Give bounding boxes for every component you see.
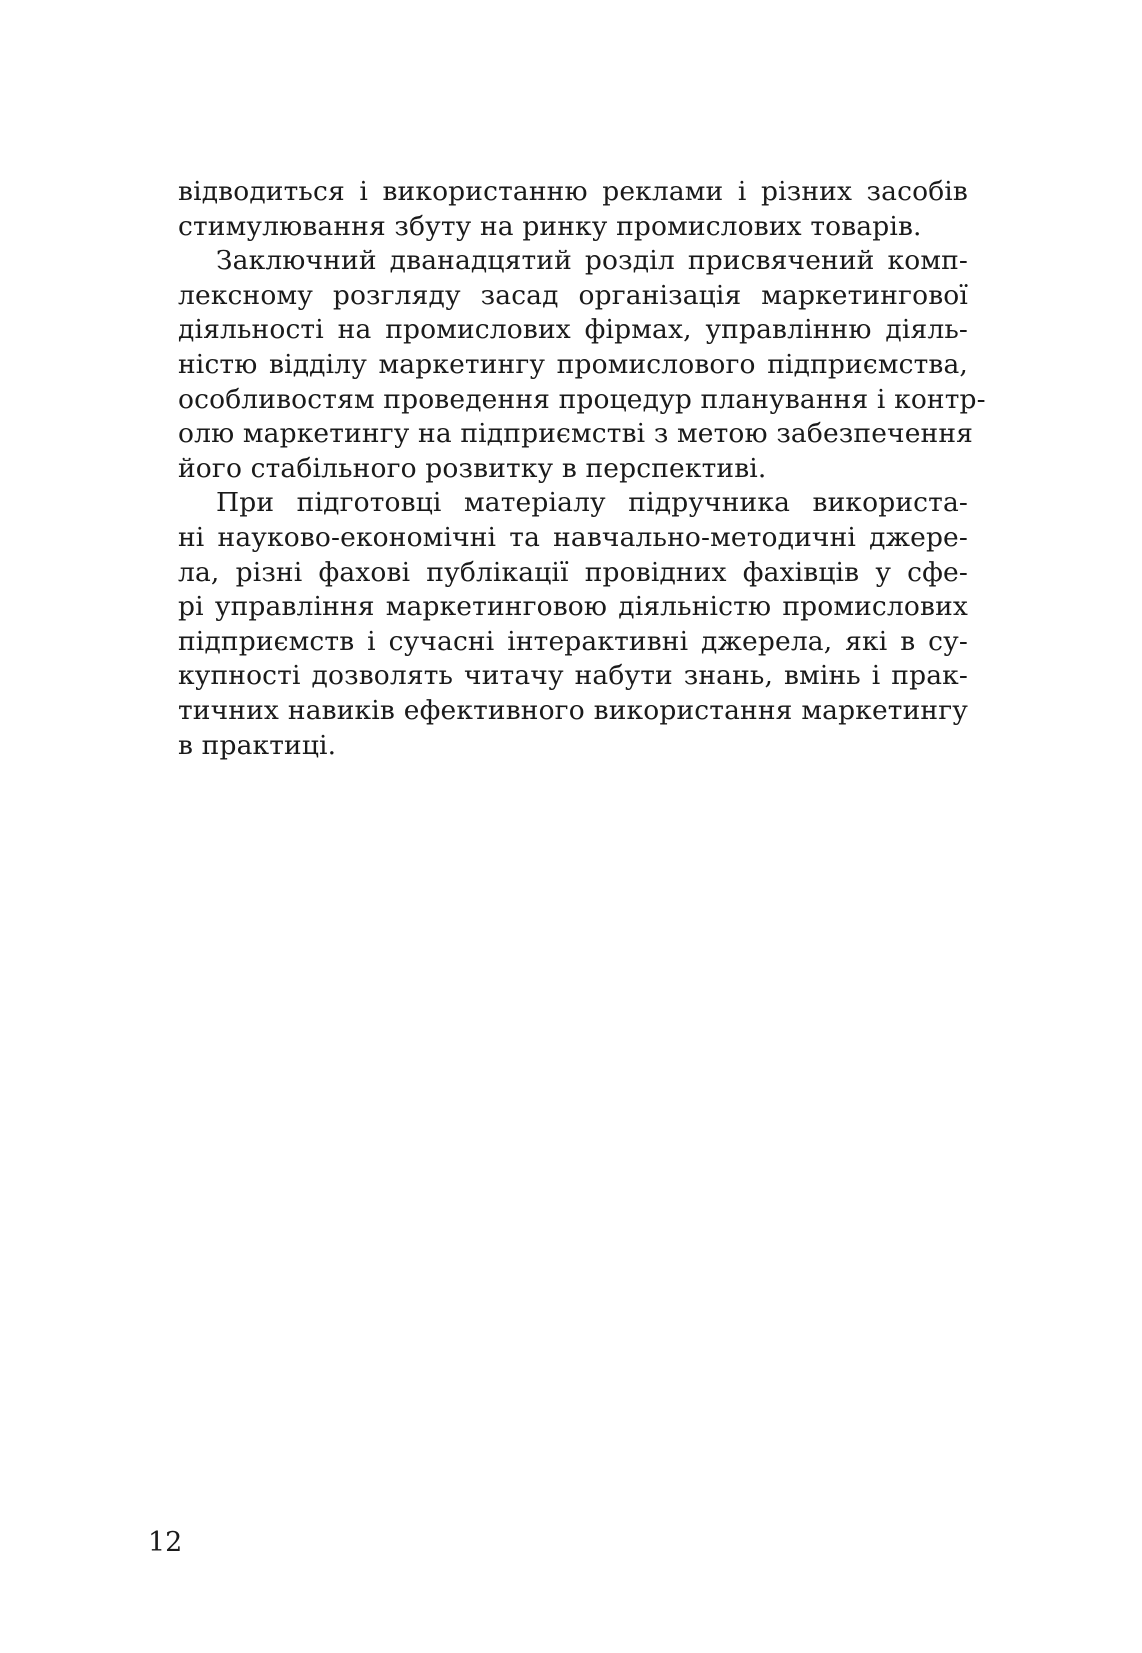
text-line: підприємств і сучасні інтерактивні джерела, які в су- — [178, 625, 968, 657]
text-line: лексному розгляду засад організація маркетингової — [178, 279, 968, 311]
text-line: ні науково-економічні та навчально-методичні джере- — [178, 521, 968, 553]
paragraph-continuation — [178, 175, 968, 244]
text-line: відводиться і використанню реклами і різних засобів — [178, 176, 968, 207]
text-line: ла, різні фахові публікації провідних фахівців у сфе- — [178, 556, 968, 588]
text-line: ністю відділу маркетингу промислового підприємства, — [178, 348, 968, 380]
text-line: Заключний дванадцятий розділ присвячений комп- — [216, 245, 968, 277]
text-line: його стабільного розвитку в перспективі. — [178, 452, 767, 484]
text-line: стимулювання збуту на ринку промислових товарів. — [178, 210, 922, 242]
text-line: рі управління маркетинговою діяльністю промислових — [178, 591, 968, 623]
body-text — [178, 175, 986, 763]
text-line: купності дозволять читачу набути знань, вмінь і прак- — [178, 660, 968, 692]
text-line: олю маркетингу на підприємстві з метою забезпечення — [178, 418, 974, 450]
text-line: в практиці. — [178, 729, 337, 761]
page-number: 12 — [148, 1527, 183, 1558]
paragraph-chapter-twelve — [178, 244, 986, 486]
text-line: діяльності на промислових фірмах, управлінню діяль- — [178, 314, 968, 346]
text-line: тичних навиків ефективного використання маркетингу — [178, 694, 968, 726]
text-line: особливостям проведення процедур планування і контр- — [178, 383, 986, 415]
text-line: При підготовці матеріалу підручника використа- — [216, 487, 968, 519]
paragraph-sources — [178, 486, 968, 763]
